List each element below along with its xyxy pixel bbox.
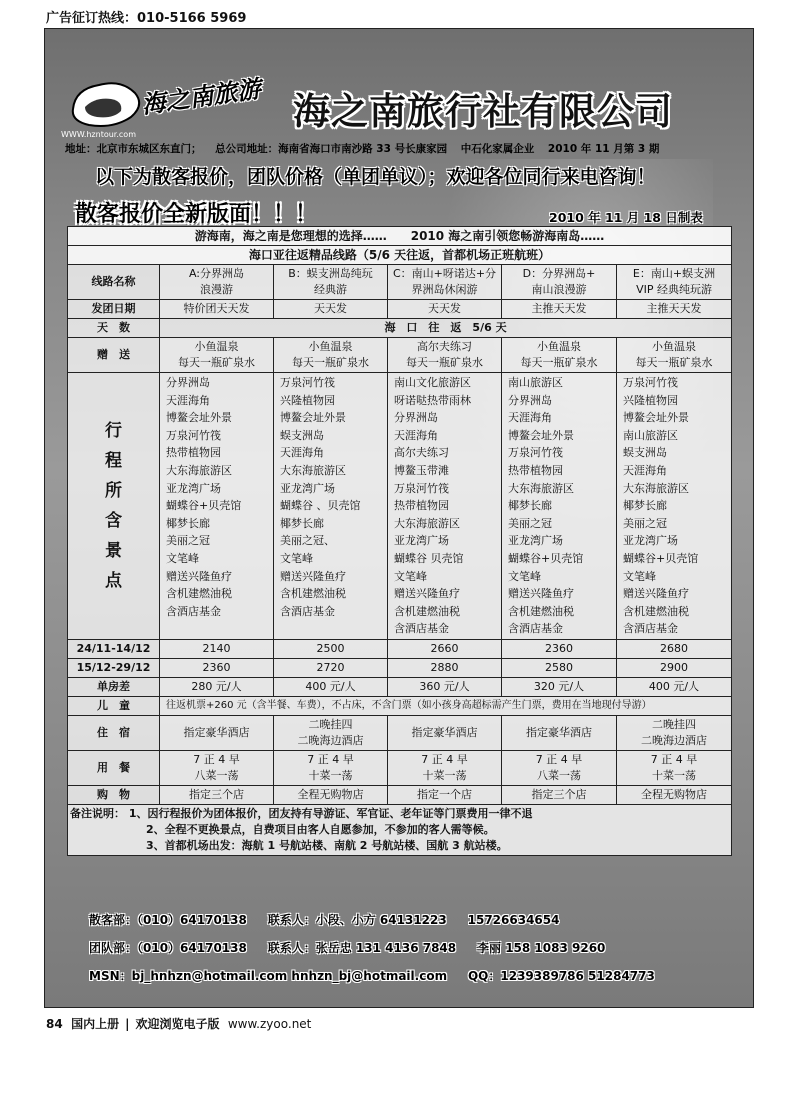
single-cell: 400 元/人 [274, 677, 388, 696]
shop-cell: 指定一个店 [388, 785, 502, 804]
spot-item: 亚龙湾广场 [166, 481, 221, 495]
single-room-row [68, 677, 732, 696]
gift-cell: 高尔夫练习 每天一瓶矿泉水 [388, 338, 502, 373]
stay-cell: 指定豪华酒店 [502, 715, 617, 750]
depart-cell: 主推天天发 [617, 300, 732, 319]
spot-item: 蝴蝶谷+贝壳馆 [508, 551, 584, 565]
msn-qq-line [89, 967, 655, 984]
made-date: 2010 年 11 月 18 日制表 [549, 210, 703, 225]
msn: MSN：bj_hnhzn@hotmail.com hnhzn_bj@hotmail.com [89, 969, 448, 983]
spot-item: 亚龙湾广场 [280, 481, 335, 495]
spot-item: 大东海旅游区 [508, 481, 574, 495]
spot-item: 赠送兴隆鱼疗 [623, 587, 689, 601]
spot-item: 文笔峰 [166, 551, 199, 565]
spot-item: 文笔峰 [394, 569, 427, 583]
spot-item: 兴隆植物园 [623, 393, 678, 407]
spot-item: 万泉河竹筏 [280, 376, 335, 389]
gift-label: 赠 送 [68, 338, 160, 373]
spot-item: 赠送兴隆鱼疗 [394, 587, 460, 601]
route-a-name: A:分界洲岛 浪漫游 [160, 265, 274, 300]
stay-cell: 二晚挂四 二晚海边酒店 [274, 715, 388, 750]
stay-cell: 指定豪华酒店 [388, 715, 502, 750]
stay-cell: 二晚挂四 二晚海边酒店 [617, 715, 732, 750]
ad-page [44, 28, 754, 1008]
spot-item: 文笔峰 [623, 569, 656, 583]
price-cell: 2900 [617, 658, 732, 677]
spots-list-e [617, 373, 732, 640]
spot-item: 万泉河竹筏 [623, 376, 678, 389]
spot-item: 大东海旅游区 [623, 481, 689, 495]
price-cell: 2500 [274, 639, 388, 658]
spots-label: 行 程 所 含 景 点 [68, 373, 160, 640]
company-name: 海之南旅行社有限公司 [293, 90, 673, 133]
spot-item: 热带植物园 [166, 446, 221, 460]
spot-item: 文笔峰 [280, 551, 313, 565]
spot-item: 热带植物园 [508, 463, 563, 477]
price-table [67, 226, 732, 856]
spot-item: 赠送兴隆鱼疗 [508, 587, 574, 601]
route-e-name: E：南山+蜈支洲 VIP 经典纯玩游 [617, 265, 732, 300]
spot-item: 亚龙湾广场 [508, 534, 563, 548]
shop-cell: 全程无购物店 [274, 785, 388, 804]
spot-item: 万泉河竹筏 [166, 428, 221, 442]
address-line [65, 141, 669, 156]
shop-cell: 指定三个店 [502, 785, 617, 804]
price-cell: 2360 [160, 658, 274, 677]
spot-item: 大东海旅游区 [280, 463, 346, 477]
spot-item: 博鳌玉带滩 [394, 463, 449, 477]
spot-item: 含机建燃油税 [394, 604, 460, 618]
spots-list-b [274, 373, 388, 640]
enterprise-tag: 中石化家属企业 [460, 143, 535, 155]
spot-item: 蝴蝶谷+贝壳馆 [623, 551, 699, 565]
meal-cell: 7 正 4 早 十菜一荡 [388, 750, 502, 785]
spot-item: 高尔夫练习 [394, 446, 449, 460]
price-cell: 2580 [502, 658, 617, 677]
spot-item: 分界洲岛 [508, 393, 552, 407]
group-contact-line [89, 939, 605, 956]
child-label: 儿 童 [68, 696, 160, 715]
days-value: 海 口 往 返 5/6 天 [160, 319, 732, 338]
new-version-banner: 散客报价全新版面！！！ [75, 202, 318, 227]
spot-item: 美丽之冠 [623, 516, 667, 530]
spot-item: 分界洲岛 [166, 376, 210, 389]
spot-item: 美丽之冠 [508, 516, 552, 530]
group-dept: 团队部：（010）64170138 [89, 941, 247, 955]
route-name-label: 线路名称 [68, 265, 160, 300]
spot-item: 兴隆植物园 [280, 393, 335, 407]
spot-item: 南山旅游区 [508, 376, 563, 389]
spots-list-d [502, 373, 617, 640]
shop-label: 购 物 [68, 785, 160, 804]
spot-item: 含机建燃油税 [623, 604, 689, 618]
spot-item: 亚龙湾广场 [623, 534, 678, 548]
retail-dept: 散客部：（010）64170138 [89, 913, 247, 927]
single-cell: 280 元/人 [160, 677, 274, 696]
meal-row [68, 750, 732, 785]
gift-cell: 小鱼温泉 每天一瓶矿泉水 [502, 338, 617, 373]
price-cell: 2360 [502, 639, 617, 658]
spots-row [68, 373, 732, 640]
price-cell: 2660 [388, 639, 502, 658]
meal-cell: 7 正 4 早 八菜一荡 [160, 750, 274, 785]
spots-list-c [388, 373, 502, 640]
gift-row [68, 338, 732, 373]
logo-brand-text: 海之南旅游 [139, 74, 263, 120]
shop-cell: 全程无购物店 [617, 785, 732, 804]
retail-phone: 15726634654 [467, 913, 560, 927]
spot-item: 美丽之冠 [166, 534, 210, 548]
child-note: 往返机票+260 元（含半餐、车费），不占床，不含门票（如小孩身高超标需产生门票，费用在当地现付导游） [160, 696, 732, 715]
depart-cell: 天天发 [274, 300, 388, 319]
depart-cell: 天天发 [388, 300, 502, 319]
spot-item: 椰梦长廊 [623, 499, 667, 513]
gift-cell: 小鱼温泉 每天一瓶矿泉水 [160, 338, 274, 373]
spot-item: 天涯海角 [623, 463, 667, 477]
spot-item: 含酒店基金 [623, 622, 678, 636]
spot-item: 天涯海角 [508, 411, 552, 425]
route-c-name: C：南山+呀诺达+分 界洲岛休闲游 [388, 265, 502, 300]
footer-slogan: 欢迎浏览电子版 [135, 1017, 220, 1031]
days-row [68, 319, 732, 338]
group-contact2: 李丽 158 1083 9260 [477, 941, 606, 955]
group-contact: 联系人：张岳忠 131 4136 7848 [267, 941, 457, 955]
spot-item: 博鳌会址外景 [280, 411, 346, 425]
meal-label: 用 餐 [68, 750, 160, 785]
notes-cell: 备注说明： 1、因行程报价为团体报价，团友持有导游证、军官证、老年证等门票费用一律不退 2、全程不更换景点，自费项目由客人自愿参加，不参加的客人需等候。 3、首都机场出发：海航 1 号航站楼、南航 2 号航站楼、国航 3 航站楼。 [68, 804, 732, 855]
headline: 以下为散客报价，团队价格（单团单议）；欢迎各位同行来电咨询！ [95, 166, 656, 188]
shop-cell: 指定三个店 [160, 785, 274, 804]
spot-item: 含酒店基金 [394, 622, 449, 636]
child-row [68, 696, 732, 715]
spot-item: 博鳌会址外景 [166, 411, 232, 425]
spot-item: 蜈支洲岛 [280, 428, 324, 442]
spot-item: 文笔峰 [508, 569, 541, 583]
price-row-period2 [68, 658, 732, 677]
slogan-row: 游海南，海之南是您理想的选择…… 2010 海之南引领您畅游海南岛…… [68, 227, 732, 246]
gift-cell: 小鱼温泉 每天一瓶矿泉水 [617, 338, 732, 373]
depart-cell: 主推天天发 [502, 300, 617, 319]
spot-item: 万泉河竹筏 [508, 446, 563, 460]
spot-item: 天涯海角 [166, 393, 210, 407]
stay-label: 住 宿 [68, 715, 160, 750]
price-cell: 2880 [388, 658, 502, 677]
route-name-row [68, 265, 732, 300]
gift-cell: 小鱼温泉 每天一瓶矿泉水 [274, 338, 388, 373]
spot-item: 天涯海角 [394, 428, 438, 442]
spot-item: 蝴蝶谷 、贝壳馆 [280, 499, 361, 513]
beijing-address: 地址：北京市东城区东直门； [65, 143, 202, 155]
logo-url: WWW.hzntour.com [61, 130, 136, 139]
days-label: 天 数 [68, 319, 160, 338]
spot-item: 椰梦长廊 [280, 516, 324, 530]
price-cell: 2720 [274, 658, 388, 677]
spot-item: 赠送兴隆鱼疗 [280, 569, 346, 583]
footer-url[interactable]: www.zyoo.net [227, 1017, 312, 1031]
page-footer: 84 国内上册 | 欢迎浏览电子版 www.zyoo.net [46, 1017, 312, 1031]
spot-item: 含机建燃油税 [508, 604, 574, 618]
issue-number: 2010 年 11 月第 3 期 [547, 143, 660, 155]
spot-item: 南山文化旅游区 [394, 376, 471, 389]
retail-contact-line [89, 911, 559, 928]
route-d-name: D：分界洲岛+ 南山浪漫游 [502, 265, 617, 300]
spot-item: 椰梦长廊 [166, 516, 210, 530]
spot-item: 蝴蝶谷+贝壳馆 [166, 499, 242, 513]
spot-item: 蝴蝶谷 贝壳馆 [394, 551, 464, 565]
spot-item: 含酒店基金 [280, 604, 335, 618]
period2-label: 15/12-29/12 [68, 658, 160, 677]
spot-item: 大东海旅游区 [394, 516, 460, 530]
spot-item: 呀诺哒热带雨林 [394, 393, 471, 407]
spot-item: 含机建燃油税 [280, 587, 346, 601]
meal-cell: 7 正 4 早 十菜一荡 [274, 750, 388, 785]
meal-cell: 7 正 4 早 八菜一荡 [502, 750, 617, 785]
stay-row [68, 715, 732, 750]
notes-label: 备注说明： [70, 806, 125, 820]
depart-cell: 特价团天天发 [160, 300, 274, 319]
section-name: 国内上册 [71, 1017, 120, 1031]
spot-item: 博鳌会址外景 [623, 411, 689, 425]
retail-contact: 联系人：小段、小方 64131223 [267, 913, 447, 927]
spot-item: 美丽之冠、 [280, 534, 335, 548]
shop-row [68, 785, 732, 804]
spot-item: 含酒店基金 [508, 622, 563, 636]
spot-item: 万泉河竹筏 [394, 481, 449, 495]
spot-item: 亚龙湾广场 [394, 534, 449, 548]
single-cell: 360 元/人 [388, 677, 502, 696]
ad-hotline: 广告征订热线：010-5166 5969 [46, 11, 247, 26]
single-cell: 400 元/人 [617, 677, 732, 696]
spot-item: 蜈支洲岛 [623, 446, 667, 460]
single-cell: 320 元/人 [502, 677, 617, 696]
spot-item: 分界洲岛 [394, 411, 438, 425]
meal-cell: 7 正 4 早 十菜一荡 [617, 750, 732, 785]
period1-label: 24/11-14/12 [68, 639, 160, 658]
single-label: 单房差 [68, 677, 160, 696]
depart-row [68, 300, 732, 319]
spot-item: 博鳌会址外景 [508, 428, 574, 442]
spot-item: 赠送兴隆鱼疗 [166, 569, 232, 583]
spot-item: 含机建燃油税 [166, 587, 232, 601]
qq: QQ：1239389786 51284773 [467, 969, 655, 983]
hq-address: 总公司地址：海南省海口市南沙路 33 号长康家园 [215, 143, 448, 155]
spot-item: 热带植物园 [394, 499, 449, 513]
price-cell: 2680 [617, 639, 732, 658]
price-row-period1 [68, 639, 732, 658]
spot-item: 椰梦长廊 [508, 499, 552, 513]
page-number: 84 [46, 1017, 63, 1031]
spot-item: 南山旅游区 [623, 428, 678, 442]
notes-row [68, 804, 732, 855]
spot-item: 天涯海角 [280, 446, 324, 460]
spot-item: 大东海旅游区 [166, 463, 232, 477]
depart-label: 发团日期 [68, 300, 160, 319]
route-title-row: 海口亚往返精品线路（5/6 天往返，首都机场正班航班） [68, 246, 732, 265]
spots-list-a [160, 373, 274, 640]
price-cell: 2140 [160, 639, 274, 658]
route-b-name: B：蜈支洲岛纯玩 经典游 [274, 265, 388, 300]
spot-item: 含酒店基金 [166, 604, 221, 618]
stay-cell: 指定豪华酒店 [160, 715, 274, 750]
